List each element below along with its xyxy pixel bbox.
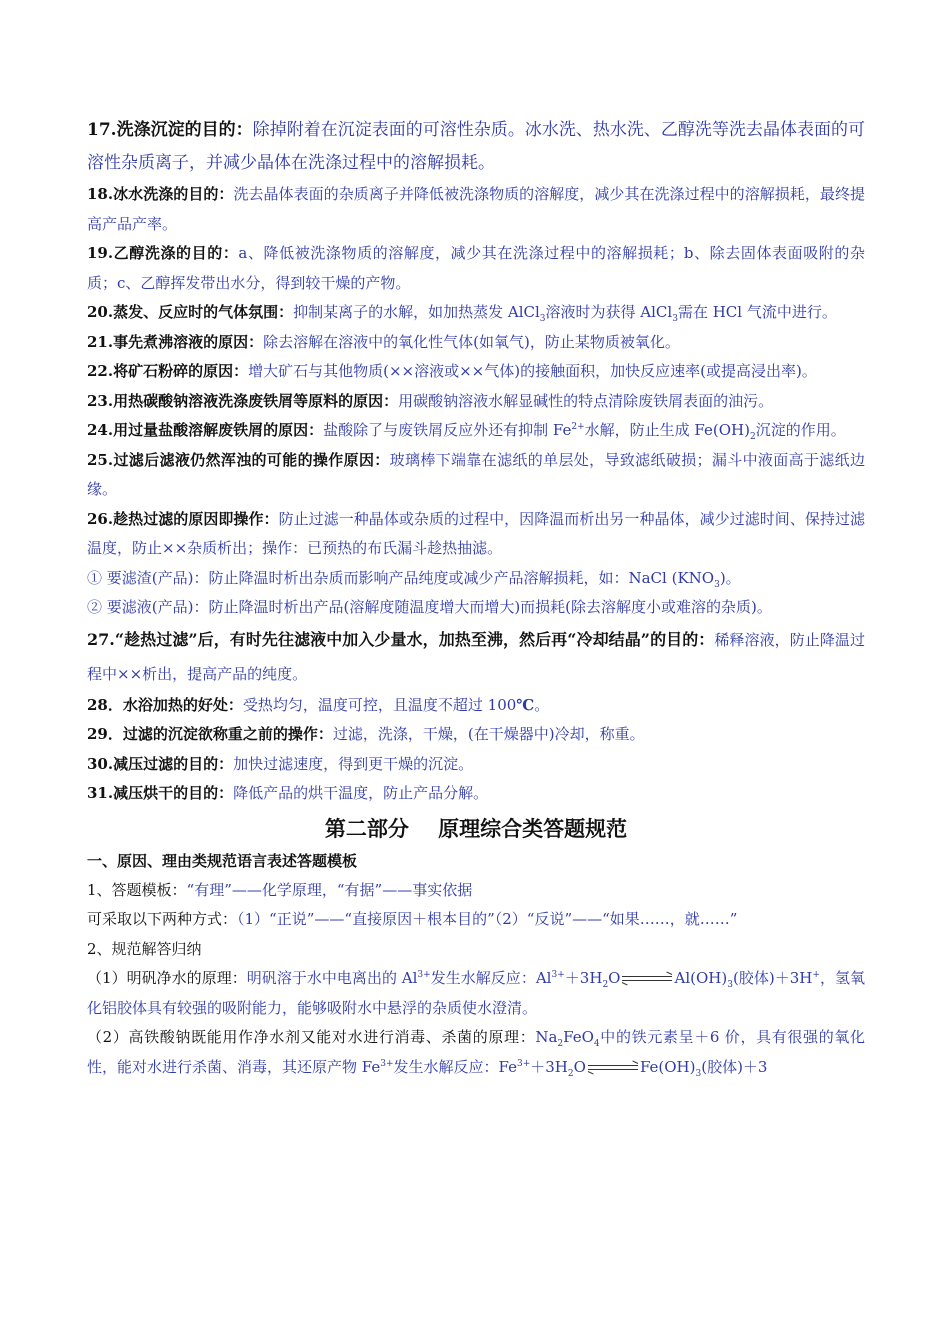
answer-ways: 可采取以下两种方式：（1）“正说”——“直接原因＋根本目的”（2）“反说”——“如果……，就……”	[87, 910, 738, 928]
item-answer: 增大矿石与其他物质(××溶液或××气体)的接触面积，加快反应速率(或提高浸出率)。	[248, 362, 817, 380]
item-question: 17.洗涤沉淀的目的：	[87, 120, 253, 140]
item-answer: 稀释溶液，防止降温过程中××析出，提高产品的纯度。	[87, 630, 865, 683]
reversible-arrow-icon	[622, 974, 672, 984]
item-answer: 盐酸除了与废铁屑反应外还有抑制 $Fe^{2+}$水解，防止生成 $Fe(OH)_2$沉淀的作用。	[323, 421, 846, 442]
item-answer: 受热均匀，温度可控，且温度不超过 100℃。	[242, 695, 550, 714]
item-question: 24.用过量盐酸溶解废铁屑的原因：	[87, 421, 324, 439]
item-18	[87, 180, 865, 239]
item-answer: 降低产品的烘干温度，防止产品分解。	[233, 784, 489, 802]
item-26-case-1: ① 要滤渣(产品)：防止降温时析出杂质而影响产品纯度或减少产品溶解损耗，如：NaCl $(KNO_3)$。	[87, 568, 741, 590]
item-26-case-2: ② 要滤液(产品)：防止降温时析出产品(溶解度随温度增大而增大)而损耗(除去溶解度小或难溶的杂质)。	[87, 598, 772, 616]
item-20	[87, 298, 865, 328]
item-question: 18.冰水洗涤的目的：	[87, 185, 234, 203]
item-22	[87, 357, 865, 387]
item-question: 25.过滤后滤液仍然浑浊的可能的操作原因：	[87, 450, 390, 469]
alum-principle: （1）明矾净水的原理：明矾溶于水中电离出的 $Al^{3+}$发生水解反应：$Al^{3+}+3H_2O$ $Al(OH)_3$(胶体)＋3H+，氢氧化铝胶体具有较强的吸附能力，能够吸附水中悬浮的杂质使水澄清。	[87, 969, 865, 1017]
item-question: 19.乙醇洗涤的目的：	[87, 244, 239, 262]
item-question: 23.用热碳酸钠溶液洗涤废铁屑等原料的原因：	[87, 391, 399, 410]
item-question: 28．水浴加热的好处：	[87, 695, 243, 714]
item-answer: a、降低被洗涤物质的溶解度，减少其在洗涤过程中的溶解损耗；b、除去固体表面吸附的杂质；c、乙醇挥发带出水分，得到较干燥的产物。	[87, 244, 865, 292]
item-answer: 除去溶解在溶液中的氧化性气体(如氧气)，防止某物质被氧化。	[263, 332, 680, 351]
item-answer: 加快过滤速度，得到更干燥的沉淀。	[233, 754, 474, 773]
item-question: 21.事先煮沸溶液的原因：	[87, 332, 264, 351]
item-question: 20.蒸发、反应时的气体氛围：	[87, 303, 294, 321]
item-question: 30.减压过滤的目的：	[87, 754, 234, 773]
section-title: 第二部分 原理综合类答题规范	[324, 815, 628, 841]
item-27	[87, 623, 865, 691]
answer-template: 1、答题模板：“有理”——化学原理，“有据”——事实依据	[87, 880, 473, 899]
ferrate-principle: （2）高铁酸钠既能用作净水剂又能对水进行消毒、杀菌的原理：$Na_2FeO_4$中的铁元素呈＋6 价，具有很强的氧化性，能对水进行杀菌、消毒，其还原产物 $Fe^{3+}$发生水解反应：$Fe^{3+}+3H_2O$ $Fe(OH)_3$(胶体)＋3	[87, 1028, 865, 1079]
summary-label: 2、规范解答归纳	[87, 939, 202, 958]
item-25	[87, 446, 865, 505]
item-answer: 洗去晶体表面的杂质离子并降低被洗涤物质的溶解度，减少其在洗涤过程中的溶解损耗，最终提高产品产率。	[87, 185, 865, 233]
item-question: 27.“趁热过滤”后，有时先往滤液中加入少量水，加热至沸，然后再“冷却结晶”的目的：	[87, 629, 715, 649]
item-21	[87, 328, 865, 358]
item-19	[87, 239, 865, 298]
item-answer: 玻璃棒下端靠在滤纸的单层处，导致滤纸破损；漏斗中液面高于滤纸边缘。	[87, 450, 865, 498]
item-17	[87, 114, 865, 180]
item-23	[87, 387, 865, 417]
item-question: 31.减压烘干的目的：	[87, 784, 234, 802]
item-answer: 过滤，洗涤，干燥，(在干燥器中)冷却，称重。	[332, 725, 645, 743]
item-24	[87, 416, 865, 446]
item-answer: 用碳酸钠溶液水解显碱性的特点清除废铁屑表面的油污。	[398, 391, 774, 410]
item-31	[87, 779, 865, 809]
item-30	[87, 750, 865, 780]
document-content	[87, 114, 865, 1082]
item-28	[87, 691, 865, 721]
item-29	[87, 720, 865, 750]
sub-heading: 一、原因、理由类规范语言表述答题模板	[87, 851, 358, 870]
reversible-arrow-icon	[588, 1063, 638, 1073]
item-26	[87, 505, 865, 564]
item-answer: 除掉附着在沉淀表面的可溶性杂质。冰水洗、热水洗、乙醇洗等洗去晶体表面的可溶性杂质离子，并减少晶体在洗涤过程中的溶解损耗。	[87, 120, 866, 173]
item-answer: 抑制某离子的水解，如加热蒸发 AlCl$_3$溶液时为获得 AlCl$_3$需在 HCl 气流中进行。	[293, 303, 837, 324]
item-question: 26.趁热过滤的原因即操作：	[87, 509, 279, 528]
item-answer: 防止过滤一种晶体或杂质的过程中，因降温而析出另一种晶体，减少过滤时间、保持过滤温度，防止××杂质析出；操作：已预热的布氏漏斗趁热抽滤。	[87, 509, 865, 557]
item-question: 22.将矿石粉碎的原因：	[87, 362, 249, 380]
item-question: 29．过滤的沉淀欲称重之前的操作：	[87, 725, 333, 743]
